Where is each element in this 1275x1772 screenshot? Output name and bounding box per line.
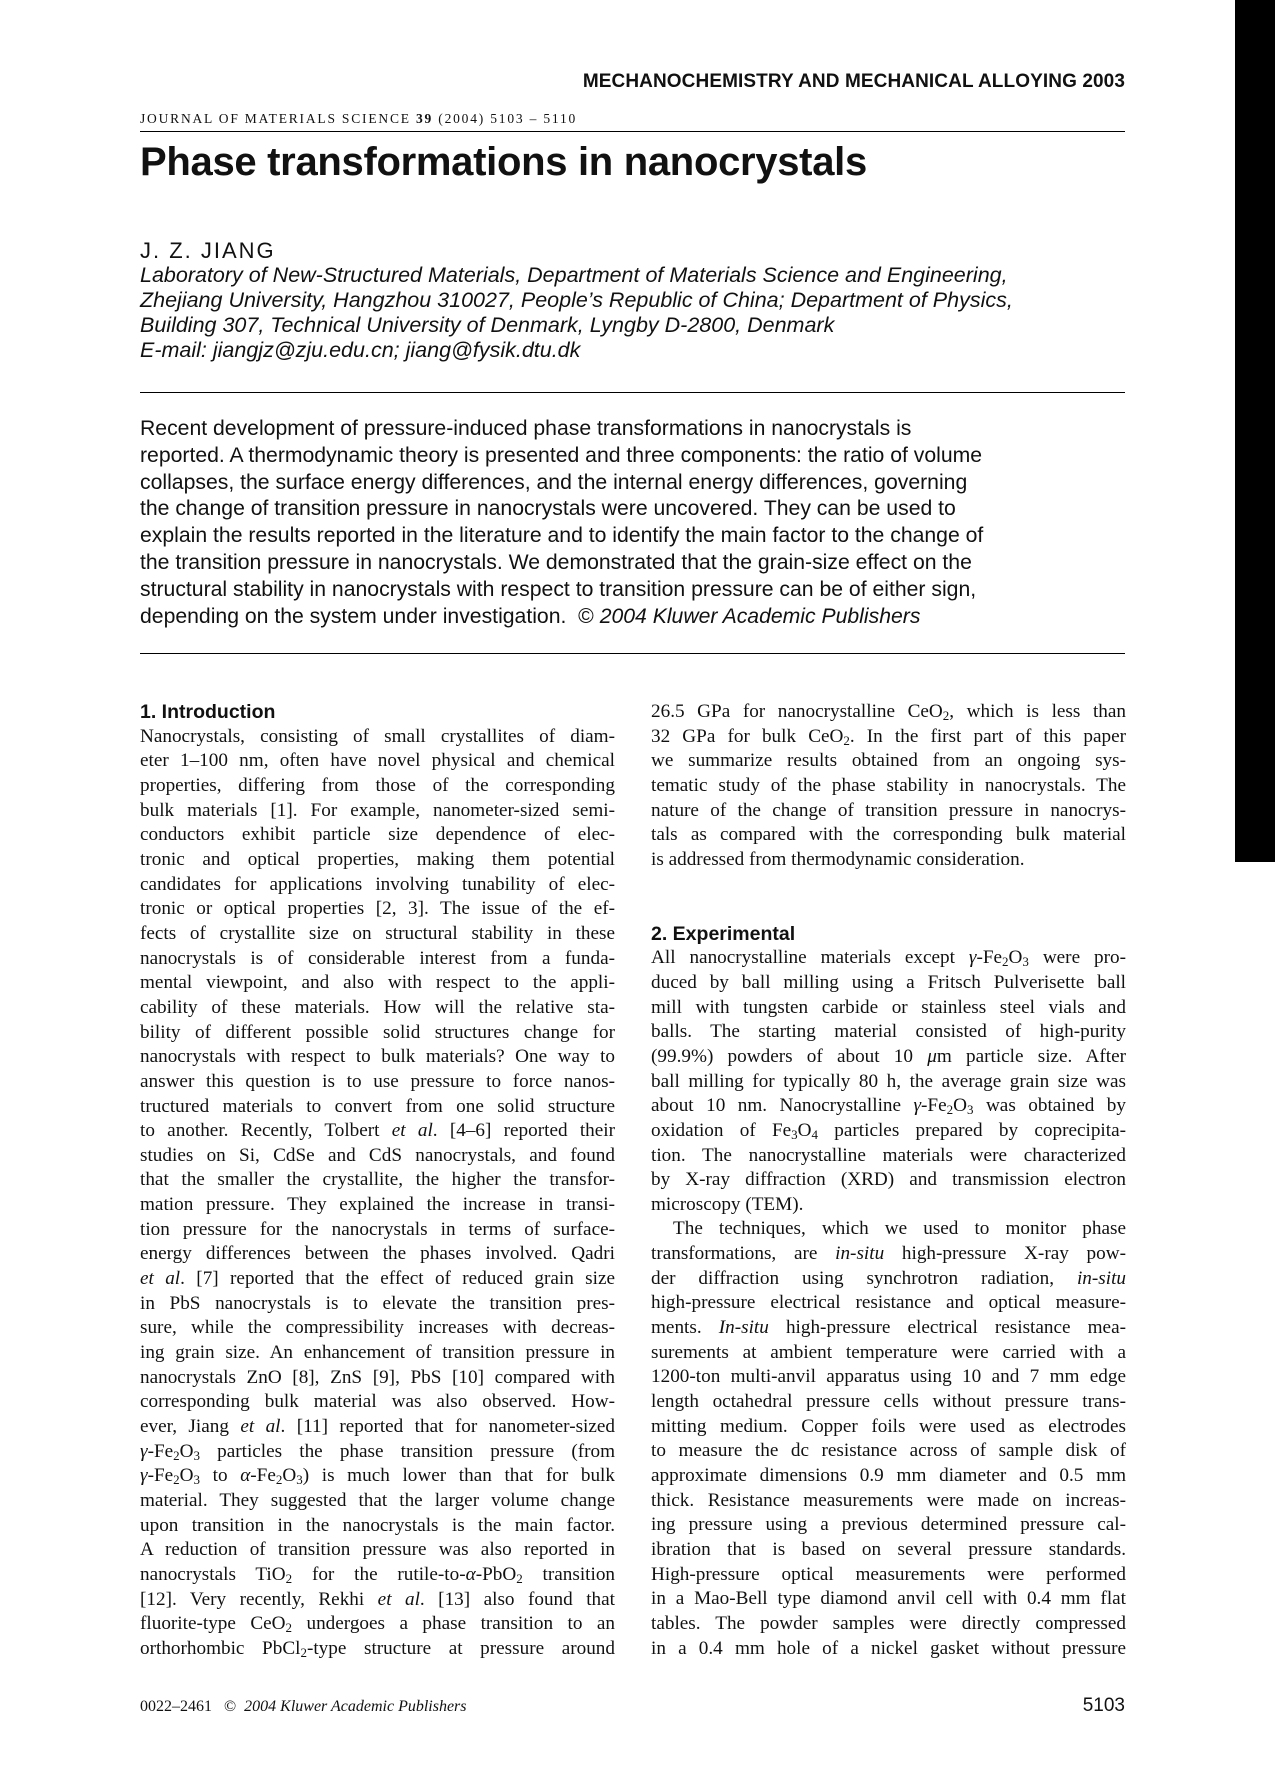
body-text-line: upon transition in the nanocrystals is the main factor. — [140, 1514, 615, 1536]
abstract-top-rule — [140, 392, 1125, 393]
affiliation-line: Building 307, Technical University of Denmark, Lyngby D-2800, Denmark — [140, 313, 835, 337]
body-text-line: der diffraction using synchrotron radiation, in-situ — [651, 1267, 1126, 1289]
body-text-line: et al. [7] reported that the effect of reduced grain size — [140, 1268, 615, 1290]
body-text-line: High-pressure optical measurements were performed — [651, 1563, 1126, 1585]
body-column-left — [140, 700, 615, 1662]
body-text-line: [12]. Very recently, Rekhi et al. [13] also found that — [140, 1588, 615, 1610]
body-text-line: ball milling for typically 80 h, the average grain size was — [651, 1070, 1126, 1092]
body-text-line: corresponding bulk material was also observed. How- — [140, 1391, 615, 1413]
abstract-line: the change of transition pressure in nanocrystals were uncovered. They can be used to — [140, 497, 956, 521]
article-title: Phase transformations in nanocrystals — [140, 140, 867, 184]
body-text-line: tematic study of the phase stability in nanocrystals. The — [651, 774, 1126, 796]
abstract-line: Recent development of pressure-induced phase transformations in nanocrystals is — [140, 417, 912, 440]
journal-name: JOURNAL OF MATERIALS SCIENCE — [140, 111, 411, 126]
section-heading-experimental: 2. Experimental — [651, 922, 796, 945]
body-text-line: All nanocrystalline materials except $\gamma-Fe_2O_3$ were pro- — [651, 947, 1126, 970]
abstract-line: collapses, the surface energy differences, and the internal energy differences, governing — [140, 470, 968, 494]
body-text-line: surements at ambient temperature were carried with a — [651, 1341, 1126, 1363]
author-affiliation — [140, 263, 1140, 363]
body-text-line: studies on Si, CdSe and CdS nanocrystals, and found — [140, 1144, 615, 1166]
body-text-line: mill with tungsten carbide or stainless steel vials and — [651, 996, 1126, 1018]
body-text-line: sure, while the compressibility increases with decreas- — [140, 1317, 615, 1339]
body-text-line: to measure the dc resistance across of sample disk of — [651, 1440, 1126, 1462]
body-text-line: tronic and optical properties, making them potential — [140, 848, 615, 870]
body-text-line: is addressed from thermodynamic consideration. — [651, 848, 1025, 870]
body-text-line: duced by ball milling using a Fritsch Pulverisette ball — [651, 971, 1126, 993]
copyright-icon: © — [224, 1698, 237, 1715]
body-text-line: eter 1–100 nm, often have novel physical and chemical — [140, 750, 615, 772]
section-heading-introduction: 1. Introduction — [140, 701, 276, 723]
abstract-last-line — [140, 604, 1140, 631]
body-text-line: nanocrystals TiO$_2$ for the rutile-to-α-PbO$_2$ transition — [140, 1563, 616, 1586]
body-text-line: nanocrystals is of considerable interest from a funda- — [140, 947, 615, 969]
author-name: J. Z. JIANG — [140, 238, 276, 263]
body-text-line: answer this question is to use pressure to force nanos- — [140, 1070, 615, 1092]
body-text-line: to another. Recently, Tolbert et al. [4–6] reported their — [140, 1120, 615, 1142]
body-text-line: tals as compared with the corresponding bulk material — [651, 824, 1126, 846]
body-text-line: nature of the change of transition pressure in nanocrys- — [651, 799, 1126, 821]
abstract-line: the transition pressure in nanocrystals. We demonstrated that the grain-size effect on the — [140, 550, 972, 574]
body-text-line: $\gamma-Fe_2O_3$ particles the phase transition pressure (from — [140, 1440, 615, 1463]
body-text-line: nanocrystals ZnO [8], ZnS [9], PbS [10] compared with — [140, 1366, 615, 1388]
series-header: MECHANOCHEMISTRY AND MECHANICAL ALLOYING 2003 — [582, 71, 1125, 92]
body-text-line: properties, differing from those of the corresponding — [140, 774, 615, 796]
journal-citation — [140, 111, 577, 127]
body-text-line: cability of these materials. How will the relative sta- — [140, 996, 615, 1018]
body-text-line: oxidation of $Fe_3O_4$ particles prepared by coprecipita- — [651, 1119, 1126, 1142]
body-text-line: tables. The powder samples were directly compressed — [651, 1612, 1126, 1634]
affiliation-line: Zhejiang University, Hangzhou 310027, People’s Republic of China; Department of Physics, — [140, 288, 1013, 312]
footer-issn: 0022–2461 — [140, 1698, 212, 1715]
body-text-line: mation pressure. They explained the increase in transi- — [140, 1194, 615, 1216]
body-text-line: ibration that is based on several pressure standards. — [651, 1539, 1126, 1560]
body-text-line: mental viewpoint, and also with respect to the appli- — [140, 972, 615, 994]
body-text-line: material. They suggested that the larger volume change — [140, 1490, 615, 1511]
body-text-line: we summarize results obtained from an ongoing sys- — [651, 750, 1126, 772]
body-text-line: candidates for applications involving tunability of elec- — [140, 873, 615, 895]
body-text-line: A reduction of transition pressure was also reported in — [140, 1539, 615, 1561]
body-text-line: ing pressure using a previous determined pressure cal- — [651, 1514, 1126, 1536]
body-text-line: in a 0.4 mm hole of a nickel gasket without pressure — [651, 1637, 1126, 1659]
body-text-line: mitting medium. Copper foils were used as electrodes — [651, 1415, 1126, 1437]
page-number: 5103 — [1082, 1695, 1125, 1716]
body-text-line: tronic or optical properties [2, 3]. The issue of the ef- — [140, 898, 615, 920]
body-text-line: in a Mao-Bell type diamond anvil cell with 0.4 mm flat — [651, 1588, 1126, 1610]
body-column-right — [651, 700, 1126, 1661]
abstract-line: structural stability in nanocrystals with respect to transition pressure can be of either sign, — [140, 577, 977, 601]
body-text-line: balls. The starting material consisted of high-purity — [651, 1021, 1126, 1043]
body-text-line: in PbS nanocrystals is to elevate the transition pres- — [140, 1292, 615, 1314]
body-text-line: length octahedral pressure cells without pressure trans- — [651, 1391, 1126, 1413]
body-text-line: energy differences between the phases involved. Qadri — [140, 1243, 615, 1265]
abstract-publisher: 2004 Kluwer Academic Publishers — [599, 604, 921, 628]
abstract — [140, 416, 1140, 630]
body-text-line: ments. In-situ high-pressure electrical resistance mea- — [651, 1317, 1126, 1339]
body-text-line: 26.5 GPa for nanocrystalline CeO$_2$, which is less than — [651, 701, 1126, 723]
abstract-line: reported. A thermodynamic theory is presented and three components: the ratio of volume — [140, 443, 983, 467]
body-text-line: that the smaller the crystallite, the higher the transfor- — [140, 1169, 615, 1191]
body-text-line: high-pressure electrical resistance and optical measure- — [651, 1292, 1126, 1314]
body-text-line: $\gamma-Fe_2O_3$ to $\alpha-Fe_2O_3$) is much lower than that for bulk — [140, 1465, 615, 1488]
body-text-line: approximate dimensions 0.9 mm diameter and 0.5 mm — [651, 1465, 1126, 1487]
abstract-line: depending on the system under investigation. — [140, 604, 567, 628]
body-text-line: thick. Resistance measurements were made on increas- — [651, 1489, 1126, 1511]
affiliation-line: Laboratory of New-Structured Materials, Department of Materials Science and Engineering, — [140, 263, 1008, 287]
body-text-line: bility of different possible solid structures change for — [140, 1021, 615, 1043]
body-text-line: ever, Jiang et al. [11] reported that for nanometer-sized — [140, 1416, 616, 1438]
body-text-line: orthorhombic PbCl$_2$-type structure at pressure around — [140, 1637, 615, 1660]
body-text-line: 1200-ton multi-anvil apparatus using 10 and 7 mm edge — [651, 1366, 1126, 1388]
footer-publisher: 2004 Kluwer Academic Publishers — [244, 1698, 467, 1715]
body-text-line: tructured materials to convert from one solid structure — [140, 1095, 615, 1117]
journal-year-pages: (2004) 5103 – 5110 — [438, 111, 578, 126]
page-edge-tab — [1235, 0, 1275, 862]
body-text-line: conductors exhibit particle size dependence of elec- — [140, 824, 615, 846]
body-text-line: Nanocrystals, consisting of small crystallites of diam- — [140, 725, 615, 747]
body-text-line: tion pressure for the nanocrystals in terms of surface- — [140, 1218, 615, 1240]
body-text-line: fluorite-type CeO$_2$ undergoes a phase transition to an — [140, 1613, 615, 1636]
footer-copyright — [140, 1698, 467, 1716]
body-text-line: (99.9%) powders of about 10 μm particle size. After — [651, 1045, 1126, 1067]
abstract-line: explain the results reported in the literature and to identify the main factor to the change of — [140, 524, 984, 548]
header-rule — [140, 131, 1125, 132]
body-text-line: transformations, are in-situ high-pressure X-ray pow- — [651, 1243, 1126, 1265]
affiliation-email: E-mail: jiangjz@zju.edu.cn; jiang@fysik.dtu.dk — [140, 338, 581, 362]
body-text-line: The techniques, which we used to monitor phase — [673, 1218, 1126, 1240]
body-text-line: nanocrystals with respect to bulk materials? One way to — [140, 1046, 615, 1068]
copyright-icon: © — [578, 604, 594, 628]
body-text-line: 32 GPa for bulk CeO$_2$. In the first part of this paper — [651, 725, 1126, 748]
body-text-line: by X-ray diffraction (XRD) and transmission electron — [651, 1169, 1126, 1191]
body-text-line: fects of crystallite size on structural stability in these — [140, 922, 615, 944]
abstract-bottom-rule — [140, 653, 1125, 654]
body-text-line: bulk materials [1]. For example, nanometer-sized semi- — [140, 799, 615, 821]
journal-volume: 39 — [415, 111, 434, 126]
body-text-line: tion. The nanocrystalline materials were characterized — [651, 1144, 1126, 1166]
body-text-line: microscopy (TEM). — [651, 1193, 804, 1215]
body-text-line: about 10 nm. Nanocrystalline $\gamma-Fe_2O_3$ was obtained by — [651, 1095, 1126, 1118]
body-text-line: ing grain size. An enhancement of transition pressure in — [140, 1342, 615, 1364]
